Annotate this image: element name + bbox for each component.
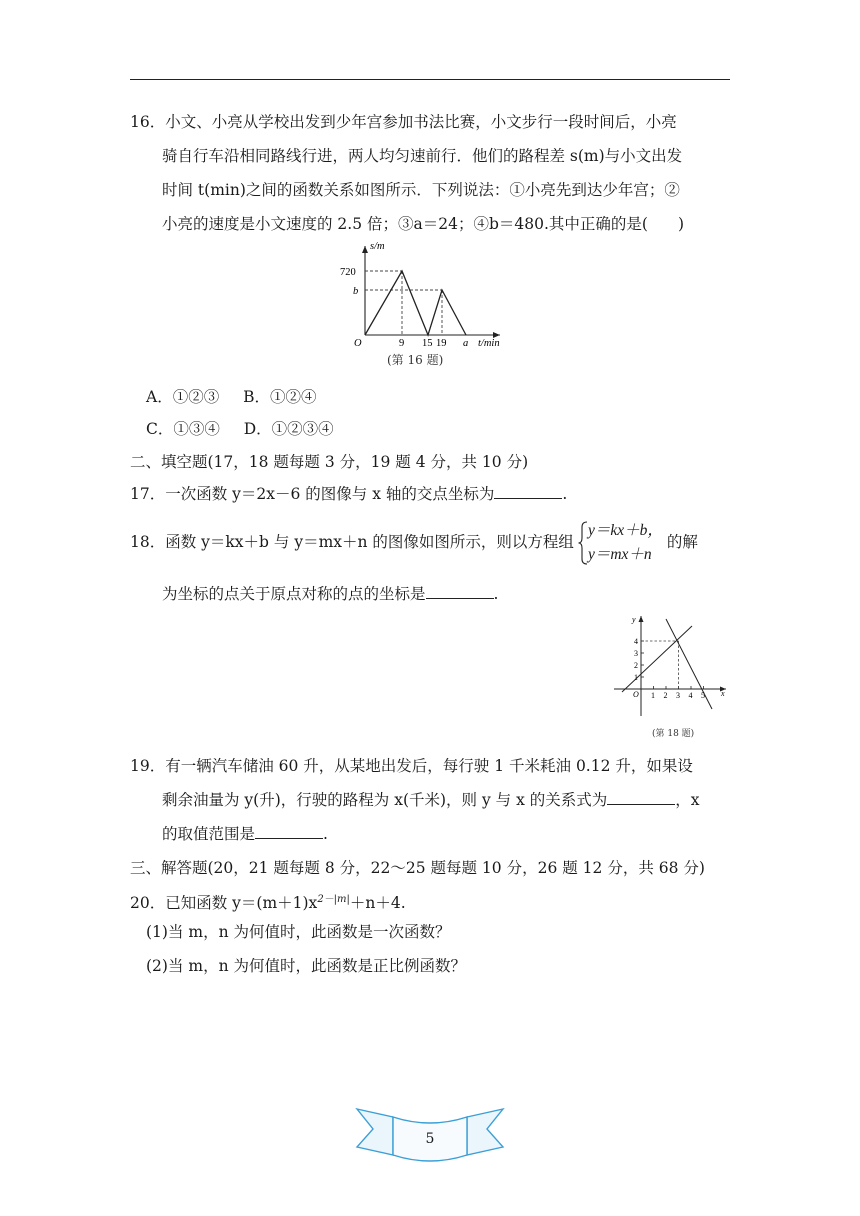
q16-line-3: 时间 t(min)之间的函数关系如图所示．下列说法：①小亮先到达少年宫；② <box>162 181 680 199</box>
q17-period: . <box>562 485 568 503</box>
q19-period: . <box>323 825 328 843</box>
option-b[interactable]: B．①②④ <box>243 388 317 406</box>
q17-text <box>130 484 567 504</box>
q18-origin-label: O <box>633 690 639 699</box>
q18-line-2-text: 为坐标的点关于原点对称的点的坐标是 <box>162 585 426 603</box>
q19-answer-blank-2[interactable] <box>255 824 323 839</box>
q20-text-main: 20．已知函数 y＝(m＋1)x <box>130 894 318 913</box>
q20-part-1: (1)当 m，n 为何值时，此函数是一次函数？ <box>146 923 451 941</box>
q16-x-axis-label: t/min <box>478 338 500 348</box>
q18-y-tick-2: 2 <box>634 661 638 670</box>
q18-y-tick-3: 3 <box>634 649 638 658</box>
option-c[interactable]: C．①③④ <box>146 420 220 438</box>
q16-line-4-text: 小亮的速度是小文速度的 2.5 倍；③a＝24；④b＝480.其中正确的是( <box>162 215 648 233</box>
q16-graph <box>330 238 510 348</box>
q18-graph <box>608 612 734 722</box>
q18-x-tick-2: 2 <box>663 691 668 700</box>
q16-origin-label: O <box>354 338 362 348</box>
q16-y-axis-label: s/m <box>370 241 385 252</box>
header-rule <box>130 79 730 80</box>
q18-x-tick-5: 5 <box>701 691 705 700</box>
equation-system <box>578 521 663 565</box>
q19-line-1: 19．有一辆汽车储油 60 升，从某地出发后，每行驶 1 千米耗油 0.12 升，如果设 <box>130 757 693 775</box>
q19-line-3-text: 的取值范围是 <box>162 825 256 843</box>
system-row-2: y＝mx＋n <box>587 546 652 563</box>
system-row-1: y＝kx＋b， <box>587 522 663 539</box>
q18-y-tick-4: 4 <box>634 637 638 646</box>
q16-caption: (第 16 题) <box>387 353 444 367</box>
q20-exponent: 2－|m| <box>317 894 350 905</box>
q18-y-tick-1: 1 <box>634 673 638 682</box>
page-number: 5 <box>425 1131 435 1147</box>
q16-options-row-2 <box>146 419 334 439</box>
q18-line-1 <box>130 520 698 565</box>
q17-answer-blank[interactable] <box>494 484 562 499</box>
q17-text-main: 17．一次函数 y＝2x－6 的图像与 x 轴的交点坐标为 <box>130 485 495 503</box>
q16-options-row-1 <box>146 387 316 407</box>
q20-text-tail: ＋n＋4. <box>349 894 406 913</box>
q16-close-paren: ) <box>677 215 685 233</box>
q16-y-tick-b: b <box>353 286 359 297</box>
q19-line-2-tail: ，x <box>675 791 700 809</box>
section-2-heading: 二、填空题(17，18 题每题 3 分，19 题 4 分，共 10 分) <box>130 453 529 471</box>
left-brace-icon <box>578 521 588 565</box>
q19-line-2 <box>162 790 700 810</box>
q16-x-tick-15: 15 <box>422 338 433 348</box>
q16-line-4 <box>162 214 684 234</box>
q18-x-tick-4: 4 <box>688 691 693 700</box>
q20-text <box>130 890 406 913</box>
q18-x-tick-3: 3 <box>676 691 680 700</box>
q16-x-tick-9: 9 <box>399 338 405 348</box>
q16-line-2: 骑自行车沿相同路线行进，两人均匀速前行．他们的路程差 s(m)与小文出发 <box>162 147 683 165</box>
q18-line-2 <box>162 584 498 604</box>
q20-part-2: (2)当 m，n 为何值时，此函数是正比例函数？ <box>146 957 466 975</box>
q18-period: . <box>493 585 499 603</box>
q18-x-tick-1: 1 <box>651 691 655 700</box>
q18-text-tail: 的解 <box>666 533 698 551</box>
q18-y-axis-label: y <box>632 615 636 624</box>
q16-x-tick-a: a <box>463 338 469 348</box>
q16-y-tick-720: 720 <box>340 267 356 278</box>
q16-line-1: 16．小文、小亮从学校出发到少年宫参加书法比赛，小文步行一段时间后，小亮 <box>130 113 677 131</box>
q19-answer-blank-1[interactable] <box>607 790 675 805</box>
option-a[interactable]: A．①②③ <box>146 388 220 406</box>
option-d[interactable]: D．①②③④ <box>243 420 334 438</box>
q18-answer-blank[interactable] <box>426 584 494 599</box>
q18-x-axis-label: x <box>721 689 725 698</box>
section-3-heading: 三、解答题(20，21 题每题 8 分，22～25 题每题 10 分，26 题 12 分，共 68 分) <box>130 859 705 877</box>
q19-line-2-text: 剩余油量为 y(升)，行驶的路程为 x(千米)，则 y 与 x 的关系式为 <box>162 791 608 809</box>
q16-x-tick-19: 19 <box>436 338 447 348</box>
q18-caption: (第 18 题) <box>652 729 695 739</box>
q19-line-3 <box>162 824 328 844</box>
q18-text-main: 18．函数 y＝kx＋b 与 y＝mx＋n 的图像如图所示，则以方程组 <box>130 533 574 551</box>
